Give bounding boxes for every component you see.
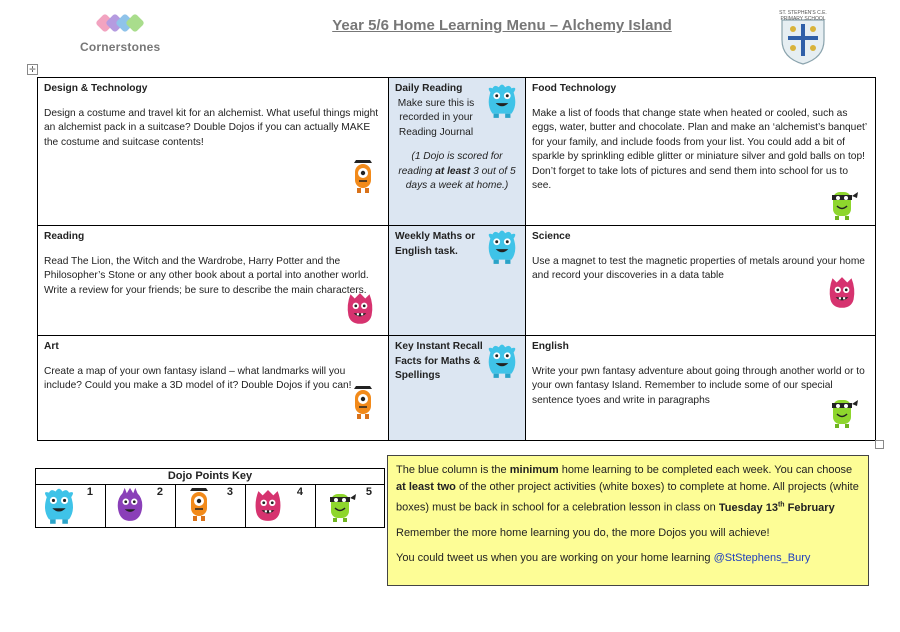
note-paragraph-encouragement: Remember the more home learning you do, the more Dojos you will achieve! xyxy=(396,526,770,539)
cell-body: Use a magnet to test the magnetic properties of metals around your home and record your discoveries in a data table xyxy=(532,255,865,281)
cell-title: Weekly Maths or English task. xyxy=(395,231,476,257)
cell-food-technology xyxy=(526,78,875,226)
dojo-points-value: 4 xyxy=(296,486,303,498)
pink-monster-icon xyxy=(344,290,376,328)
cell-body: Read The Lion, the Witch and the Wardrobe, Harry Potter and the Philosopher’s Stone or any other book about a portal into another world. Write a review for your friends; be sure to describe the main characters. xyxy=(44,255,369,296)
cell-title: Art xyxy=(44,341,59,352)
dojo-points-value: 1 xyxy=(86,486,93,498)
page-title: Year 5/6 Home Learning Menu – Alchemy Island xyxy=(332,17,672,34)
blue-monster-icon xyxy=(485,342,519,380)
cell-title: Science xyxy=(532,231,571,242)
cell-title: Key Instant Recall Facts for Maths & Spellings xyxy=(395,341,483,381)
twitter-handle-link[interactable]: @StStephens_Bury xyxy=(713,551,811,564)
cell-science xyxy=(526,226,875,336)
dojo-key-title: Dojo Points Key xyxy=(36,469,384,485)
cell-design-technology xyxy=(38,78,389,226)
blue-monster-icon xyxy=(485,82,519,120)
cell-title: Reading xyxy=(44,231,85,242)
cell-body: Write your pwn fantasy adventure about going through another world or to your own fantasy Island. Remember to include some of our special sentence tyoes and write in paragraphs xyxy=(532,365,865,406)
cell-note: (1 Dojo is scored for reading at least 3 out of 5 days a week at home.) xyxy=(398,151,516,191)
dojo-key-item xyxy=(36,484,106,528)
cell-art xyxy=(38,336,389,440)
cell-english xyxy=(526,336,875,440)
dojo-key-item xyxy=(246,484,316,528)
cell-body: Design a costume and travel kit for an alchemist. What useful things might an alchemist pack in a suitcase? Double Dojos if you can actually MAKE the costume and suitcase contents! xyxy=(44,107,379,148)
green-monster-icon xyxy=(826,394,860,430)
crest-text: ST. STEPHEN'S C.E. PRIMARY SCHOOL xyxy=(779,10,827,22)
blue-monster-icon xyxy=(485,228,519,266)
cell-reading xyxy=(38,226,389,336)
instructions-note xyxy=(387,455,869,586)
table-move-handle[interactable]: ✛ xyxy=(27,64,38,75)
home-learning-grid xyxy=(37,77,876,441)
cell-title: Design & Technology xyxy=(44,83,148,94)
dojo-points-value: 2 xyxy=(156,486,163,498)
purple-monster-icon xyxy=(114,486,146,526)
dojo-points-value: 3 xyxy=(226,486,233,498)
cell-title: English xyxy=(532,341,569,352)
cell-daily-reading xyxy=(389,78,526,226)
green-monster-icon xyxy=(826,186,860,222)
dojo-key-item xyxy=(106,484,176,528)
logo-text: Cornerstones xyxy=(80,40,161,54)
pink-monster-icon xyxy=(826,274,858,312)
pink-monster-icon xyxy=(252,486,284,526)
table-resize-handle[interactable] xyxy=(875,440,884,449)
note-paragraph-twitter: You could tweet us when you are working on your home learning @StStephens_Bury xyxy=(396,551,811,564)
blue-monster-icon xyxy=(42,486,76,526)
green-monster-icon xyxy=(324,486,358,526)
cell-body: Make a list of foods that change state when heated or cooled, such as eggs, water, butter and chocolate. Plan and make an ‘alchemist’s banquet’ for your family, and include foods from your list. You could add a bit of sparkle by sprinkling edible glitter or miniature silver and gold balls on top! Don’t forget to take lots of pictures and send them into school for us to see. xyxy=(532,107,867,191)
orange-monster-icon xyxy=(348,160,378,196)
orange-monster-icon xyxy=(184,486,214,526)
note-paragraph-requirements: The blue column is the minimum home learning to be completed each week. You can choose at least two of the other project activities (white boxes) to complete at home. All projects (white boxes) must be back in school for a celebration lesson in class on Tuesday 13th February xyxy=(396,464,859,514)
dojo-key-item xyxy=(176,484,246,528)
dojo-key-item xyxy=(316,484,384,528)
dojo-points-key xyxy=(35,468,385,528)
cell-key-instant-recall xyxy=(389,336,526,440)
cell-title: Food Technology xyxy=(532,83,617,94)
dojo-points-value: 5 xyxy=(365,486,372,498)
orange-monster-icon xyxy=(348,386,378,422)
cell-body: Make sure this is recorded in your Reading Journal xyxy=(397,97,475,138)
cell-title: Daily Reading xyxy=(395,83,463,94)
cell-body: Create a map of your own fantasy island – what landmarks will you include? Could you make a 3D model of it? Double Dojos if you can! xyxy=(44,365,352,391)
cell-weekly-task xyxy=(389,226,526,336)
